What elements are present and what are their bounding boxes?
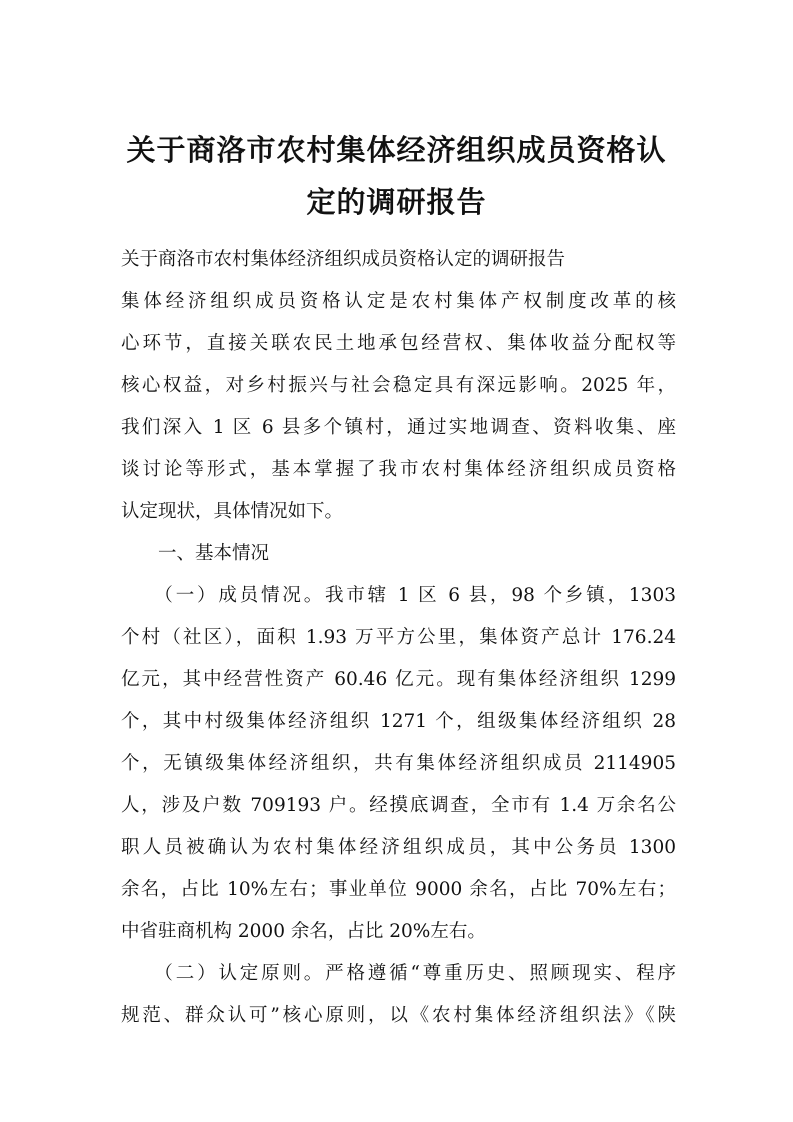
text-line: （一）成员情况。我市辖 1 区 6 县，98 个乡镇，1303 bbox=[121, 585, 676, 606]
text-line: 余名，占比 10%左右；事业单位 9000 余名，占比 70%左右； bbox=[121, 879, 676, 900]
text-line: 集体经济组织成员资格认定是农村集体产权制度改革的核 bbox=[121, 291, 676, 312]
document-body bbox=[121, 239, 676, 1037]
text-line: 个村（社区），面积 1.93 万平方公里，集体资产总计 176.24 bbox=[121, 627, 676, 648]
paragraph-intro bbox=[121, 281, 676, 533]
text-line: 一、基本情况 bbox=[121, 543, 270, 564]
text-line: 个，其中村级集体经济组织 1271 个，组级集体经济组织 28 bbox=[121, 711, 676, 732]
text-line: 关于商洛市农村集体经济组织成员资格认定的调研报告 bbox=[121, 249, 566, 270]
section-heading-basic-situation bbox=[121, 533, 676, 575]
text-line: 规范、群众认可”核心原则，以《农村集体经济组织法》《陕 bbox=[121, 1005, 676, 1026]
text-line: 人，涉及户数 709193 户。经摸底调查，全市有 1.4 万余名公 bbox=[121, 795, 676, 816]
document-title bbox=[118, 124, 675, 228]
text-line: 个，无镇级集体经济组织，共有集体经济组织成员 2114905 bbox=[121, 753, 676, 774]
text-line: 认定现状，具体情况如下。 bbox=[121, 501, 344, 522]
text-line: 谈讨论等形式，基本掌握了我市农村集体经济组织成员资格 bbox=[121, 459, 676, 480]
text-line: 职人员被确认为农村集体经济组织成员，其中公务员 1300 bbox=[121, 837, 676, 858]
title-line-2: 定的调研报告 bbox=[306, 185, 487, 219]
text-line: 亿元，其中经营性资产 60.46 亿元。现有集体经济组织 1299 bbox=[121, 669, 676, 690]
text-line: 核心权益，对乡村振兴与社会稳定具有深远影响。2025 年， bbox=[121, 375, 676, 396]
text-line: （二）认定原则。严格遵循“尊重历史、照顾现实、程序 bbox=[121, 963, 676, 984]
paragraph-repeated-title bbox=[121, 239, 676, 281]
title-line-1: 关于商洛市农村集体经济组织成员资格认 bbox=[126, 133, 667, 167]
paragraph-member-situation bbox=[121, 575, 676, 953]
paragraph-recognition-principles bbox=[121, 953, 676, 1037]
text-line: 心环节，直接关联农民土地承包经营权、集体收益分配权等 bbox=[121, 333, 676, 354]
text-line: 我们深入 1 区 6 县多个镇村，通过实地调查、资料收集、座 bbox=[121, 417, 676, 438]
text-line: 中省驻商机构 2000 余名，占比 20%左右。 bbox=[121, 921, 486, 942]
